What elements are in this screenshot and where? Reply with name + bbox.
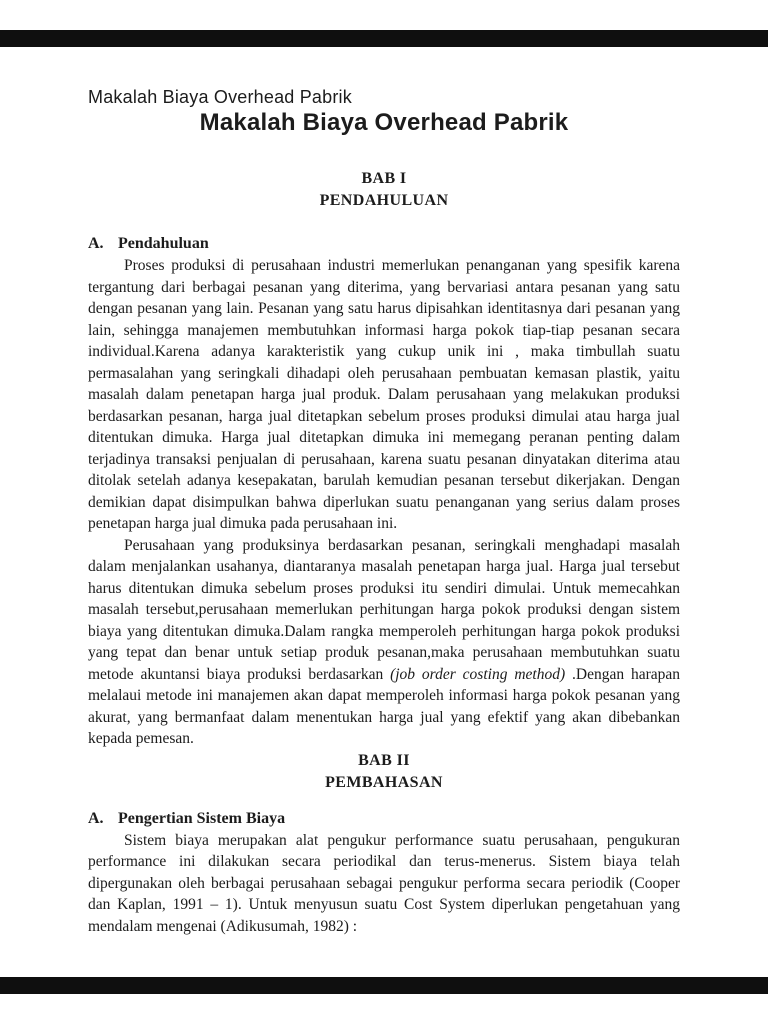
chapter-2-label: BAB II [358,751,410,769]
paragraph-2-text-before-italic: Perusahaan yang produksinya berdasarkan pesanan, seringkali menghadapi masalah dalam menjalankan usahanya, diantaranya masalah penetapan harga jual. Harga jual tersebut harus ditentukan dimuka sebelum proses produksi itu sendiri dimulai. Untuk memecahkan masalah tersebut,perusahaan memerlukan perhitungan harga pokok produksi dengan sistem biaya yang ditentukan dimuka.Dalam rangka memperoleh perhitungan harga pokok produksi yang tepat dan benar untuk setiap produk pesanan,maka perusahaan membutuhkan suatu metode akuntansi biaya produksi berdasarkan [88,536,680,683]
paragraph-pengertian-sistem-biaya: Sistem biaya merupakan alat pengukur performance suatu perusahaan, pengukuran performance ini dilakukan secara periodikal dan terus-menerus. Sistem biaya telah dipergunakan oleh berbagai perusahaan sebagai pengukur performa secara periodik (Cooper dan Kaplan, 1991 – 1). Untuk menyusun suatu Cost System diperlukan pengetahuan yang mendalam mengenai (Adikusumah, 1982) : [88,831,680,935]
paragraph-pendahuluan-2 [88,535,680,750]
chapter-1-label: BAB I [361,170,407,187]
section-a-pengertian-title: Pengertian Sistem Biaya [118,809,286,827]
section-a-pendahuluan-number: A. [88,235,104,252]
paragraph-pendahuluan-1: Proses produksi di perusahaan industri memerlukan penanganan yang spesifik karena tergantung dari berbagai pesanan yang diterima, yang bervariasi antara pesanan yang satu dengan pesanan yang lain. Pesanan yang satu harus dipisahkan identitasnya dari pesanan yang lain, sehingga manajemen membutuhkan informasi harga pokok tiap-tiap pesanan secara individual.Karena adanya karakteristik yang cukup unik ini , maka timbullah suatu permasalahan yang seringkali dihadapi oleh perusahaan pembuatan kemasan plastik, yaitu masalah dalam penetapan harga jual produk. Dalam perusahaan yang melakukan produksi berdasarkan pesanan, harga jual ditetapkan sebelum proses produksi dimulai atau harga jual ditentukan dimuka. Harga jual ditetapkan dimuka ini memegang peranan penting dalam terjadinya transaksi penjualan di perusahaan, karena suatu pesanan dinyatakan diterima atau ditolak setelah adanya kesepakatan, barulah kemudian pesanan tersebut dikerjakan. Dengan demikian dapat disimpulkan bahwa diperlukan suatu penanganan yang serius dalam proses penetapan harga jual dimuka pada perusahaan ini. [88,257,680,532]
viewer-top-bar [0,30,768,47]
paragraph-2-italic-phrase: (job order costing method) [390,665,566,683]
chapter-2-heading [88,750,680,794]
section-a-pendahuluan-heading [88,233,680,255]
chapter-1-heading [88,168,680,212]
paragraph-2-text-after-italic: .Dengan harapan melalaui metode ini manajemen akan dapat memperoleh informasi harga pokok pesanan yang akurat, yang bermanfaat dalam menentukan harga jual yang efektif yang akan dibebankan kepada pemesan. [88,665,681,747]
chapter-2-title: PEMBAHASAN [325,773,443,791]
section-a-pengertian-number: A. [88,809,104,827]
section-a-pengertian-heading [88,808,680,830]
viewer-bottom-bar [0,977,768,994]
document-content [88,87,680,937]
document-subtitle: Makalah Biaya Overhead Pabrik [88,87,352,107]
section-a-pendahuluan-title: Pendahuluan [118,235,209,252]
chapter-1-title: PENDAHULUAN [319,192,449,209]
document-title: Makalah Biaya Overhead Pabrik [199,109,569,136]
